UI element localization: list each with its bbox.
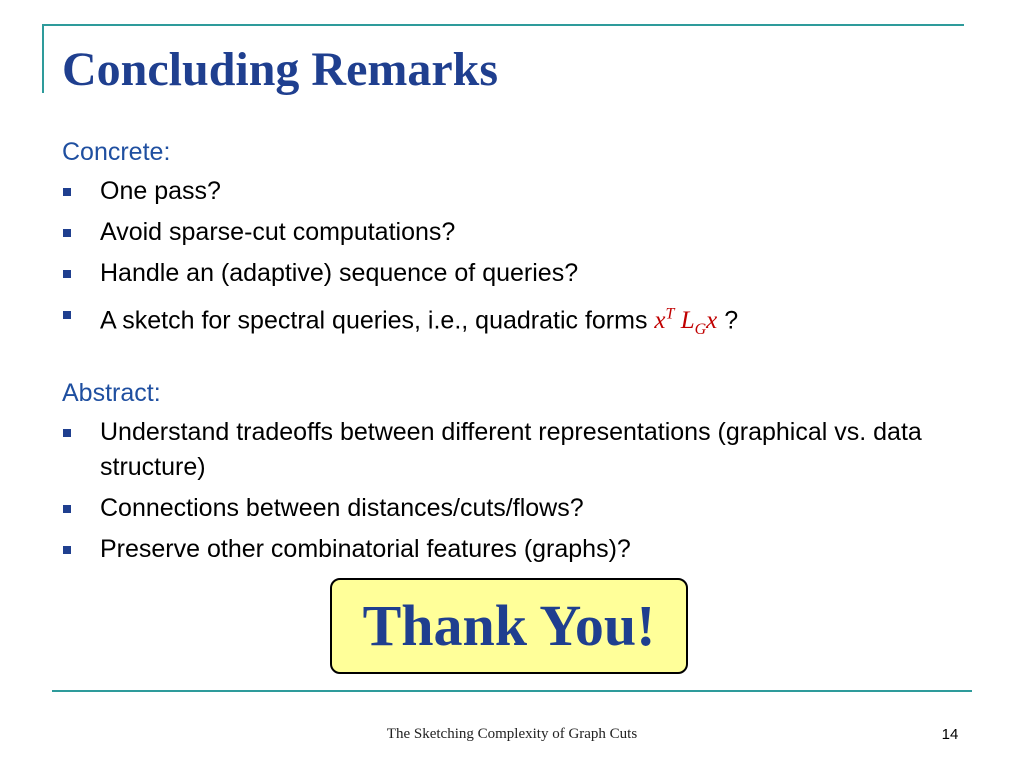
list-item [62, 297, 962, 347]
section-heading-abstract: Abstract: [62, 379, 161, 408]
formula-question-mark: ? [717, 306, 739, 335]
footer-rule [52, 690, 972, 692]
bullet-square-icon [63, 429, 71, 437]
bullet-square-icon [63, 270, 71, 278]
list-item [62, 415, 962, 485]
thank-you-callout [330, 578, 688, 674]
list-item [62, 256, 962, 291]
formula-superscript: T [665, 306, 675, 323]
quadratic-form-formula [654, 306, 718, 339]
list-item [62, 532, 962, 567]
bullet-text: Connections between distances/cuts/flows? [100, 494, 584, 523]
bullet-square-icon [63, 188, 71, 196]
title-left-rule [42, 25, 44, 93]
bullet-text: Avoid sparse-cut computations? [100, 218, 456, 246]
slide-title: Concluding Remarks [62, 43, 499, 96]
footer-title: The Sketching Complexity of Graph Cuts [386, 726, 638, 742]
formula-tail: x [706, 307, 718, 335]
thank-you-text: Thank You! [362, 593, 656, 658]
section-heading-concrete: Concrete: [62, 138, 171, 166]
bullet-square-icon [63, 311, 71, 319]
formula-base: x [654, 307, 666, 335]
formula-subscript: G [694, 321, 707, 339]
bullet-text: Handle an (adaptive) sequence of queries? [100, 259, 579, 287]
bullet-square-icon [63, 546, 71, 554]
list-item [62, 491, 962, 526]
bullet-text: Understand tradeoffs between different representations (graphical vs. data structure) [100, 418, 922, 482]
bullet-text: One pass? [100, 177, 221, 205]
concrete-list [62, 174, 962, 347]
slide-body [62, 136, 962, 567]
title-top-rule [42, 24, 964, 26]
section-spacer [62, 347, 962, 377]
bullet-square-icon [63, 505, 71, 513]
abstract-list [62, 415, 962, 567]
bullet-text: Preserve other combinatorial features (graphs)? [100, 535, 631, 564]
formula-matrix: L [680, 307, 695, 335]
page-number: 14 [941, 726, 959, 743]
bullet-text: A sketch for spectral queries, i.e., quadratic forms [100, 306, 648, 335]
list-item [62, 215, 962, 250]
bullet-square-icon [63, 229, 71, 237]
list-item [62, 174, 962, 209]
